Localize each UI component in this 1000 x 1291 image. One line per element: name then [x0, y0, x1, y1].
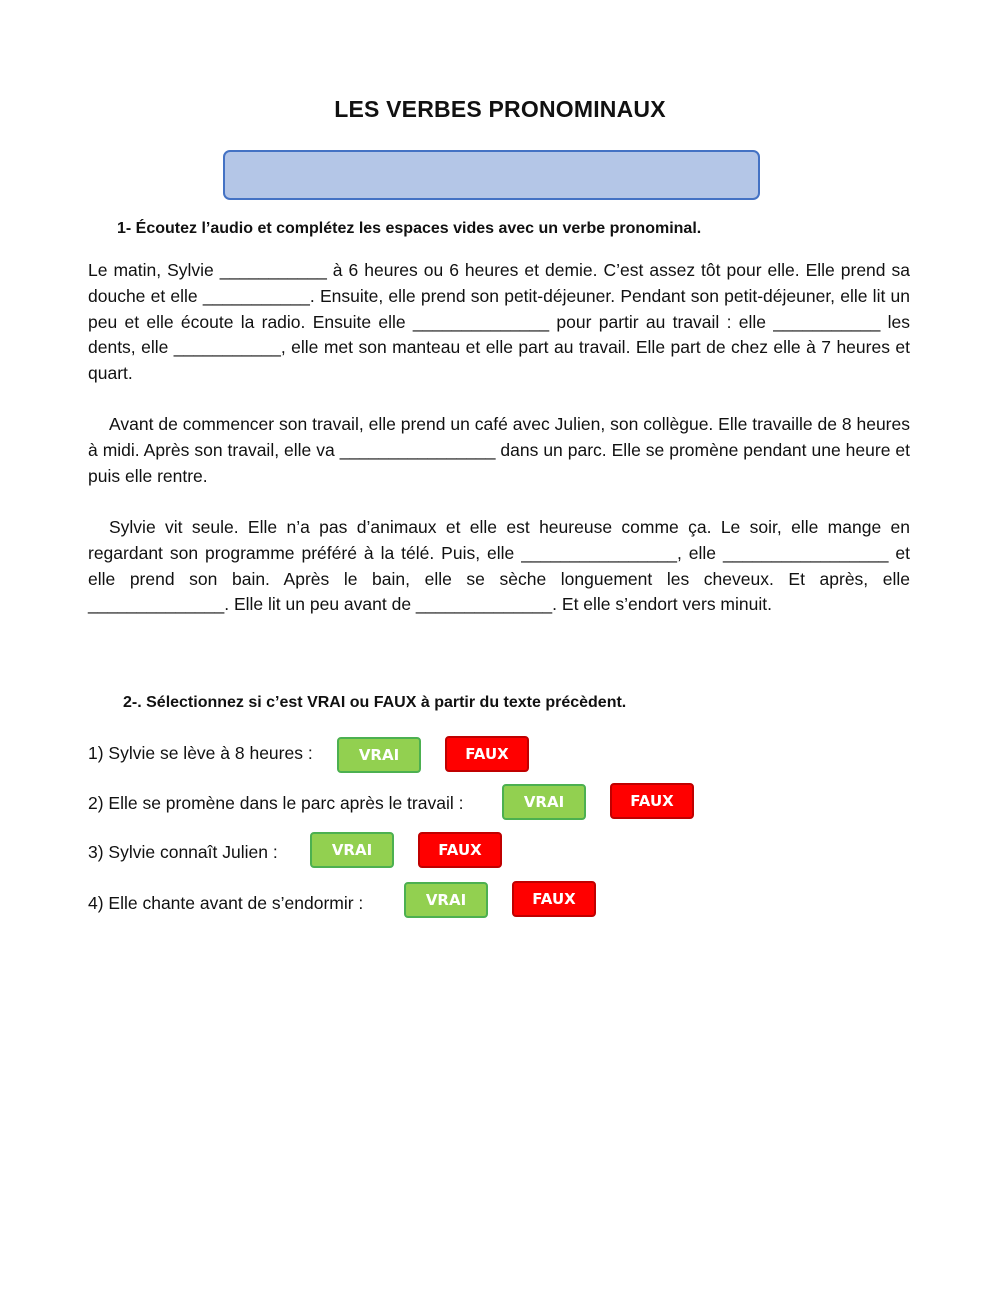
question-text: 2) Elle se promène dans le parc après le travail : [88, 793, 464, 813]
paragraph-1: Le matin, Sylvie ___________ à 6 heures ou 6 heures et demie. C’est assez tôt pour elle. Elle prend sa douche et elle ___________. Ensuite, elle prend son petit-déjeuner. Pendant son petit-déjeuner, elle lit un peu et elle écoute la radio. Ensuite elle ______________ pour partir au travail : elle ___________ les dents, elle ___________, elle met son manteau et elle part au travail. Elle part de chez elle à 7 heures et quart. [88, 260, 910, 384]
vrai-button[interactable]: VRAI [310, 832, 394, 868]
vrai-button[interactable]: VRAI [404, 882, 488, 918]
question-text: 4) Elle chante avant de s’endormir : [88, 893, 364, 913]
question-text: 1) Sylvie se lève à 8 heures : [88, 743, 313, 763]
paragraph-2: Avant de commencer son travail, elle prend un café avec Julien, son collègue. Elle travaille de 8 heures à midi. Après son travail, elle va ________________ dans un parc. Elle se promène pendant une heure et puis elle rentre. [88, 414, 910, 486]
audio-player-box[interactable] [223, 150, 760, 200]
page-title: LES VERBES PRONOMINAUX [334, 96, 666, 122]
vrai-button[interactable]: VRAI [337, 737, 421, 773]
instruction-1: 1- Écoutez l’audio et complétez les espaces vides avec un verbe pronominal. [117, 220, 702, 237]
question-text: 3) Sylvie connaît Julien : [88, 842, 278, 862]
paragraph-3: Sylvie vit seule. Elle n’a pas d’animaux et elle est heureuse comme ça. Le soir, elle mange en regardant son programme préféré à la télé. Puis, elle ________________, elle _________________ et elle prend son bain. Après le bain, elle se sèche longuement les cheveux. Et après, elle ______________. Elle lit un peu avant de ______________. Et elle s’endort vers minuit. [88, 517, 910, 615]
faux-button[interactable]: FAUX [418, 832, 502, 868]
faux-button[interactable]: FAUX [610, 783, 694, 819]
faux-button[interactable]: FAUX [445, 736, 529, 772]
vrai-button[interactable]: VRAI [502, 784, 586, 820]
faux-button[interactable]: FAUX [512, 881, 596, 917]
instruction-2: 2-. Sélectionnez si c’est VRAI ou FAUX à partir du texte précèdent. [123, 694, 627, 711]
